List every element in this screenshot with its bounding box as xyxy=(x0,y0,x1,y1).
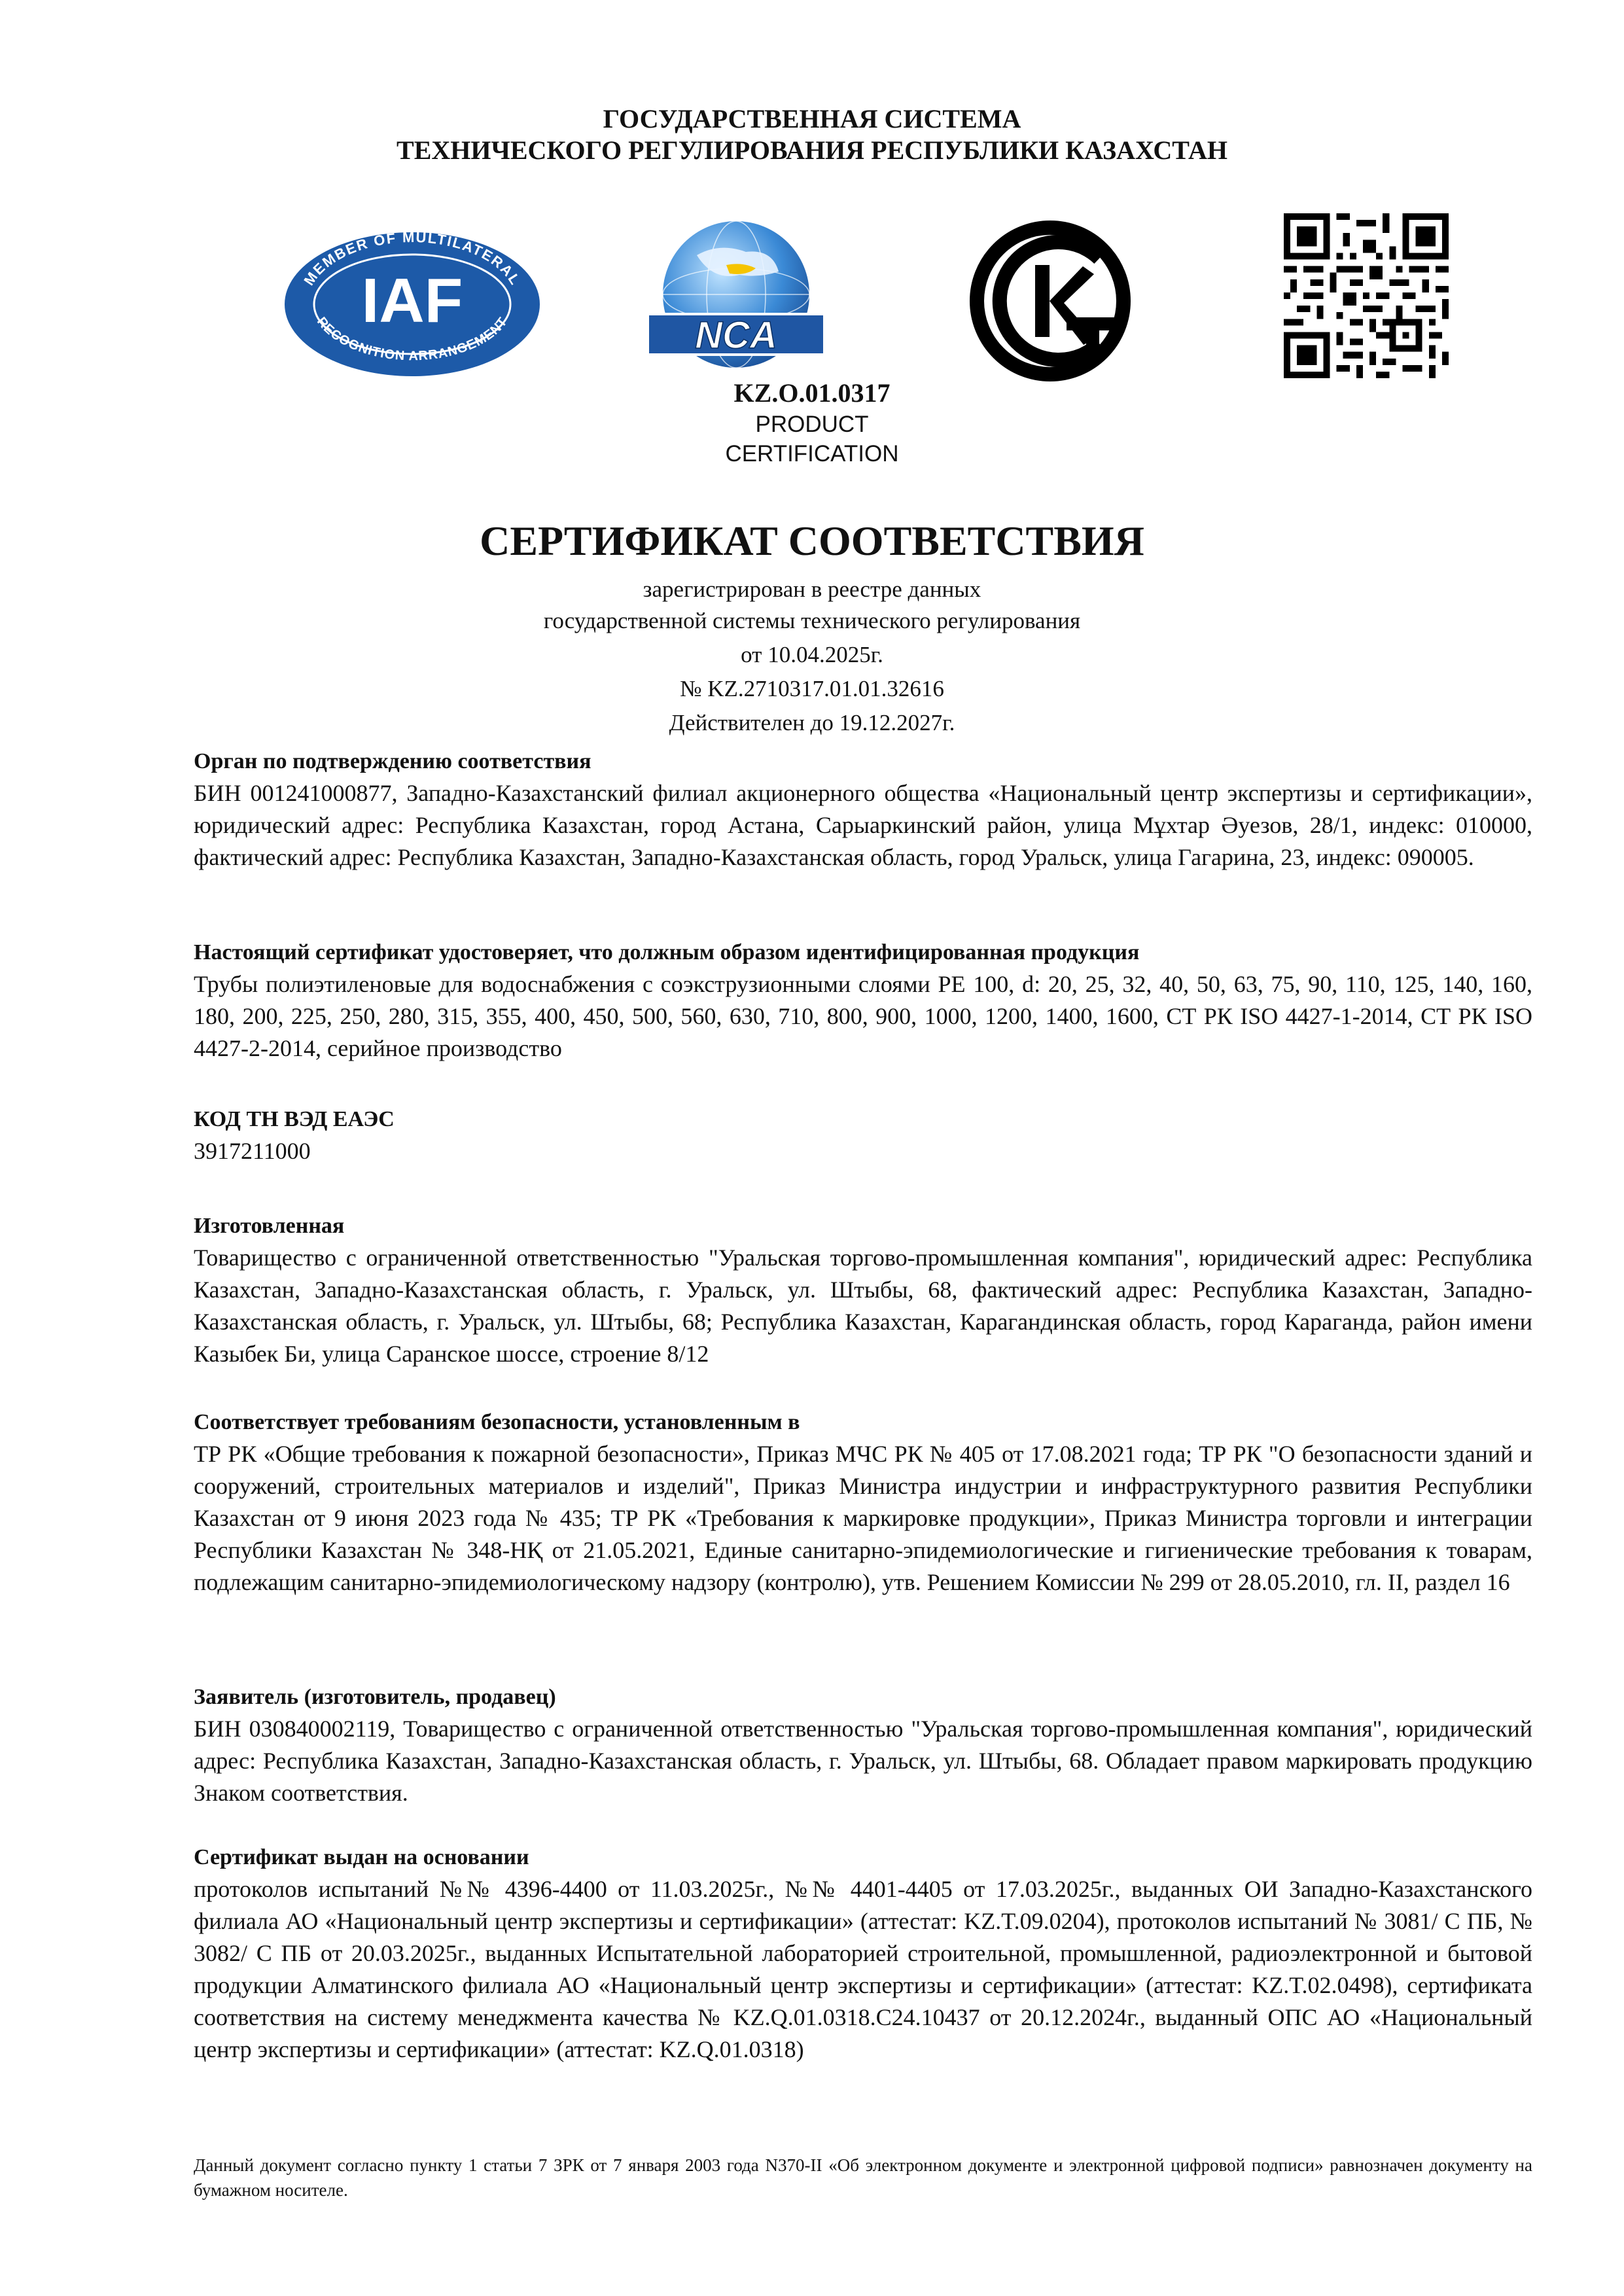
section-applicant xyxy=(194,1682,1532,1809)
section-body: ТР РК «Общие требования к пожарной безопасности», Приказ МЧС РК № 405 от 17.08.2021 года; ТР РК "О безопасности зданий и сооружений, строительных материалов и изделий", Приказ Министра индустрии и инфраструктурного развития Республики Казахстан от 9 июня 2023 года № 435; ТР РК «Требования к маркировке продукции», Приказ Министра торговли и интеграции Республики Казахстан № 348-НҚ от 21.05.2021, Единые санитарно-эпидемиологические и гигиенические требования к товарам, подлежащим санитарно-эпидемиологическому надзору (контролю), утв. Решением Комиссии № 299 от 28.05.2010, гл. II, раздел 16 xyxy=(194,1441,1532,1595)
section-heading: Соответствует требованиям безопасности, установленным в xyxy=(194,1410,800,1434)
registration-line-1: зарегистрирован в реестре данных xyxy=(643,576,981,602)
accreditation-line-1: PRODUCT xyxy=(755,412,869,437)
footnote: Данный документ согласно пункту 1 статьи 7 ЗРК от 7 января 2003 года N370-II «Об электронном документе и электронной цифровой подписи» равнозначен документу на бумажном носителе. xyxy=(194,2155,1532,2200)
section-product xyxy=(194,937,1532,1065)
section-body: Трубы полиэтиленовые для водоснабжения с соэкструзионными слоями PE 100, d: 20, 25, 32, 40, 50, 63, 75, 90, 110, 125, 140, 160, 180, 200, 225, 250, 280, 315, 355, 400, 450, 500, 560, 630, 710, 800, 900, 1000, 1200, 1400, 1600, СТ РК ISO 4427-1-2014, СТ РК ISO 4427-2-2014, серийное производство xyxy=(194,971,1532,1061)
document-title: СЕРТИФИКАТ СООТВЕТСТВИЯ xyxy=(480,518,1144,564)
nca-logo xyxy=(635,216,838,380)
accreditation-code: KZ.O.01.0317 xyxy=(733,378,891,408)
section-body: БИН 001241000877, Западно-Казахстанский филиал акционерного общества «Национальный центр экспертизы и сертификации», юридический адрес: Республика Казахстан, город Астана, Сарыаркинский район, улица Мұхтар Әуезов, 28/1, индекс: 010000, фактический адрес: Республика Казахстан, Западно-Казахстанская область, город Уральск, улица Гагарина, 23, индекс: 090005. xyxy=(194,780,1532,870)
svg-text:MEMBER OF MULTILATERAL: MEMBER OF MULTILATERAL xyxy=(300,229,524,289)
accreditation-line-2: CERTIFICATION xyxy=(725,441,899,467)
section-heading: Настоящий сертификат удостоверяет, что должным образом идентифицированная продукция xyxy=(194,940,1140,964)
section-body: протоколов испытаний №№ 4396-4400 от 11.03.2025г., №№ 4401-4405 от 17.03.2025г., выданных ОИ Западно-Казахстанского филиала АО «Национальный центр экспертизы и сертификации» (аттестат: KZ.T.09.0204), протоколов испытаний № 3081/ С ПБ, № 3082/ С ПБ от 20.03.2025г., выданных Испытательной лабораторией строительной, промышленной, радиоэлектронной и бытовой продукции Алматинского филиала АО «Национальный центр экспертизы и сертификации» (аттестат: KZ.T.02.0498), сертификата соответствия на систему менеджмента качества № KZ.Q.01.0318.C24.10437 от 20.12.2024г., выданный ОПС АО «Национальный центр экспертизы и сертификации» (аттестат: KZ.Q.01.0318) xyxy=(194,1876,1532,2062)
section-heading: КОД ТН ВЭД ЕАЭС xyxy=(194,1107,395,1131)
section-body: Товарищество с ограниченной ответственностью "Уральская торгово-промышленная компания", юридический адрес: Республика Казахстан, Западно-Казахстанская область, г. Уральск, ул. Штыбы, 68, фактический адрес: Республика Казахстан, Западно-Казахстанская область, г. Уральск, ул. Штыбы, 68; Республика Казахстан, Карагандинская область, город Караганда, район имени Казыбек Би, улица Саранское шоссе, строение 8/12 xyxy=(194,1245,1532,1367)
section-heading: Орган по подтверждению соответствия xyxy=(194,749,591,773)
section-requirements xyxy=(194,1407,1532,1598)
section-manufacturer xyxy=(194,1210,1532,1370)
section-body: 3917211000 xyxy=(194,1138,311,1164)
section-certification-body xyxy=(194,746,1532,874)
header-line-1: ГОСУДАРСТВЕННАЯ СИСТЕМА xyxy=(603,104,1021,133)
registration-line-2: государственной системы технического регулирования xyxy=(543,608,1081,633)
section-heading: Сертификат выдан на основании xyxy=(194,1845,529,1869)
nca-text: NCA xyxy=(695,314,777,357)
iaf-logo xyxy=(281,229,543,380)
iaf-text: IAF xyxy=(361,266,463,336)
section-hs-code xyxy=(194,1104,1532,1167)
registration-date: от 10.04.2025г. xyxy=(741,642,883,667)
section-basis xyxy=(194,1842,1532,2066)
valid-until: Действителен до 19.12.2027г. xyxy=(669,710,955,735)
section-heading: Изготовленная xyxy=(194,1214,345,1238)
registration-number: № KZ.2710317.01.01.32616 xyxy=(680,676,944,701)
qr-code-icon xyxy=(1284,213,1449,378)
header-line-2: ТЕХНИЧЕСКОГО РЕГУЛИРОВАНИЯ РЕСПУБЛИКИ КАЗАХСТАН xyxy=(397,135,1227,165)
section-heading: Заявитель (изготовитель, продавец) xyxy=(194,1685,556,1709)
svg-text:RECOGNITION ARRANGEMENT: RECOGNITION ARRANGEMENT xyxy=(313,314,511,364)
section-body: БИН 030840002119, Товарищество с ограниченной ответственностью "Уральская торгово-промышленная компания", юридический адрес: Республика Казахстан, Западно-Казахстанская область, г. Уральск, ул. Штыбы, 68. Обладает правом маркировать продукцию Знаком соответствия. xyxy=(194,1716,1532,1806)
conformity-mark-icon xyxy=(968,219,1132,383)
